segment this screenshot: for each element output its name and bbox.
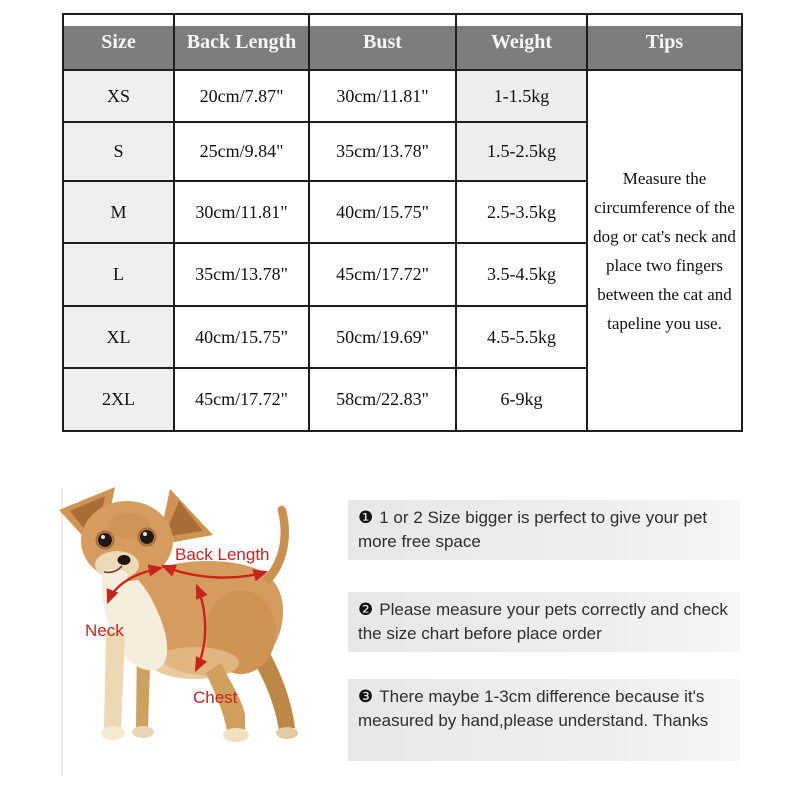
dog-nose-icon: [118, 555, 131, 565]
chest-label: Chest: [193, 688, 238, 707]
size-chart-section: [62, 13, 743, 432]
note-text: Please measure your pets correctly and check the size chart before place order: [358, 600, 728, 643]
note-hand-measure-difference: [348, 679, 740, 761]
dog-paw: [223, 728, 249, 742]
cell-weight: 2.5-3.5kg: [456, 181, 587, 243]
cell-back-length: 45cm/17.72": [174, 368, 309, 431]
column-header-size: Size: [63, 14, 174, 70]
cell-back-length: 30cm/11.81": [174, 181, 309, 243]
cell-bust: 58cm/22.83": [309, 368, 456, 431]
table-row: [63, 70, 742, 122]
dog-measurement-diagram: [45, 480, 345, 780]
cell-weight: 1-1.5kg: [456, 70, 587, 122]
size-chart-table: [62, 13, 743, 432]
cell-size: M: [63, 181, 174, 243]
cell-size: L: [63, 243, 174, 306]
neck-label: Neck: [85, 621, 124, 640]
cell-bust: 45cm/17.72": [309, 243, 456, 306]
cell-size: S: [63, 122, 174, 181]
chihuahua-illustration: [45, 480, 345, 780]
note-measure-correctly: [348, 592, 740, 652]
cell-weight: 4.5-5.5kg: [456, 306, 587, 368]
cell-weight: 1.5-2.5kg: [456, 122, 587, 181]
note-size-bigger: [348, 500, 740, 560]
cell-back-length: 20cm/7.87": [174, 70, 309, 122]
cell-back-length: 40cm/15.75": [174, 306, 309, 368]
dog-front-leg-near: [104, 630, 125, 729]
cell-bust: 40cm/15.75": [309, 181, 456, 243]
cell-size: 2XL: [63, 368, 174, 431]
cell-bust: 35cm/13.78": [309, 122, 456, 181]
cell-back-length: 25cm/9.84": [174, 122, 309, 181]
cell-back-length: 35cm/13.78": [174, 243, 309, 306]
dog-paw: [276, 727, 298, 739]
dog-paw: [101, 726, 125, 740]
column-header-tips: Tips: [587, 14, 742, 70]
back-length-label: Back Length: [175, 545, 270, 564]
cell-bust: 30cm/11.81": [309, 70, 456, 122]
dog-paw: [132, 726, 154, 738]
column-header-weight: Weight: [456, 14, 587, 70]
tips-text: Measure the circumference of the dog or cat's neck and place two fingers between the cat and tapeline you use.: [587, 70, 742, 431]
cell-size: XL: [63, 306, 174, 368]
note-number-1-icon: ❶: [358, 508, 374, 527]
cell-bust: 50cm/19.69": [309, 306, 456, 368]
note-text: There maybe 1-3cm difference because it's measured by hand,please understand. Thanks: [358, 687, 709, 730]
note-text: 1 or 2 Size bigger is perfect to give your pet more free space: [358, 508, 708, 551]
cell-weight: 3.5-4.5kg: [456, 243, 587, 306]
note-number-3-icon: ❸: [358, 687, 374, 706]
note-number-2-icon: ❷: [358, 600, 374, 619]
cell-weight: 6-9kg: [456, 368, 587, 431]
table-header-row: [63, 14, 742, 70]
cell-size: XS: [63, 70, 174, 122]
column-header-back-length: Back Length: [174, 14, 309, 70]
column-header-bust: Bust: [309, 14, 456, 70]
